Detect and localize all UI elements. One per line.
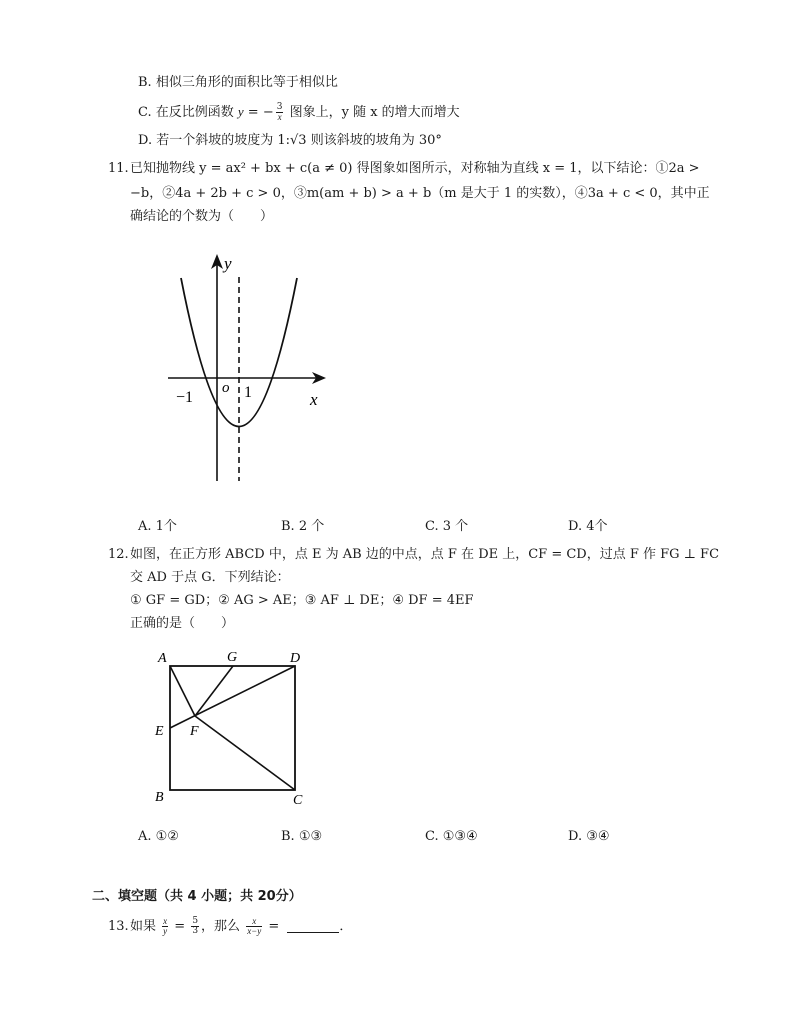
segment-fc xyxy=(195,716,295,790)
q10-option-c-post: 图象上，y 随 x 的增大而增大 xyxy=(285,105,460,120)
q13-equals-2: = xyxy=(264,919,284,934)
parabola-figure xyxy=(160,245,335,490)
q10-option-c-eq: = − xyxy=(243,105,274,120)
q10-option-c xyxy=(138,103,460,122)
q11-line-3: 确结论的个数为（ ） xyxy=(130,209,274,224)
q10-option-c-pre: C. 在反比例函数 xyxy=(138,105,238,120)
q13-fraction-x-over-y xyxy=(162,917,168,936)
q13-text xyxy=(130,916,352,938)
y-axis-label: y xyxy=(224,254,232,273)
q12-line-4: 正确的是（ ） xyxy=(130,616,235,631)
q13-equals-1: = xyxy=(170,919,190,934)
q10-option-b: B. 相似三角形的面积比等于相似比 xyxy=(138,75,338,90)
point-a-label: A xyxy=(158,651,167,666)
q10-option-c-y: y xyxy=(237,104,244,119)
q12-line-2: 交 AD 于点 G．下列结论： xyxy=(130,570,290,585)
point-g-label: G xyxy=(227,650,238,665)
fraction-num: 5 xyxy=(192,916,199,926)
section-heading-fill-in: 二、填空题（共 4 小题；共 20分） xyxy=(92,889,302,904)
fraction-num: x xyxy=(163,916,168,926)
x-axis-label: x xyxy=(310,390,318,409)
q12-number: 12. xyxy=(108,547,129,562)
q13-fraction-5-over-3 xyxy=(191,917,199,936)
q12-option-d: D. ③④ xyxy=(568,829,610,844)
q10-option-d: D. 若一个斜坡的坡度为 1:√3 则该斜坡的坡角为 30° xyxy=(138,133,442,148)
q12-option-b: B. ①③ xyxy=(281,829,323,844)
q13-prefix: 如果 xyxy=(130,919,161,934)
tick-label-minus1: −1 xyxy=(176,389,194,406)
q11-line-2: −b，②4a + 2b + c > 0，③m(am + b) > a + b（m 是大于 1 的实数），④3a + c < 0，其中正 xyxy=(130,186,710,201)
point-f-label: F xyxy=(190,724,199,739)
tick-label-1: 1 xyxy=(244,384,252,401)
fraction-den: 3 xyxy=(192,926,199,936)
q12-option-a: A. ①② xyxy=(138,829,179,844)
origin-label: o xyxy=(222,380,230,396)
q10-fraction-den: x xyxy=(277,112,282,122)
fraction-num: x xyxy=(246,917,262,927)
square-abcd xyxy=(170,666,295,790)
q11-line-1: 已知抛物线 y = ax² + bx + c(a ≠ 0) 得图象如图所示，对称轴为直线 x = 1，以下结论：①2a > xyxy=(130,161,700,176)
q10-fraction-num: 3 xyxy=(276,102,283,112)
q12-option-c: C. ①③④ xyxy=(425,829,478,844)
segment-af xyxy=(170,666,195,716)
q12-line-1: 如图，在正方形 ABCD 中，点 E 为 AB 边的中点，点 F 在 DE 上，CF = CD，过点 F 作 FG ⊥ FC xyxy=(130,547,720,562)
q13-fraction-x-over-x-minus-y xyxy=(246,917,262,936)
square-figure xyxy=(150,646,320,811)
q11-option-c: C. 3 个 xyxy=(425,519,469,534)
q11-option-a: A. 1个 xyxy=(138,519,177,534)
q11-option-b: B. 2 个 xyxy=(281,519,325,534)
q13-end: ． xyxy=(339,919,353,934)
point-d-label: D xyxy=(290,651,301,666)
q13-middle: ，那么 xyxy=(201,919,245,934)
q11-number: 11. xyxy=(108,161,129,176)
q12-line-3: ① GF = GD；② AG > AE；③ AF ⊥ DE；④ DF = 4EF xyxy=(130,593,474,608)
q10-option-c-fraction xyxy=(276,103,284,122)
segment-fg xyxy=(195,666,233,716)
point-c-label: C xyxy=(293,793,303,808)
fraction-den: y xyxy=(163,926,168,936)
fraction-den: x−y xyxy=(247,926,262,936)
q13-answer-blank[interactable] xyxy=(287,920,339,933)
segment-ed xyxy=(170,666,295,728)
point-e-label: E xyxy=(155,724,164,739)
q13-number: 13. xyxy=(108,919,129,934)
point-b-label: B xyxy=(155,790,164,805)
q11-option-d: D. 4个 xyxy=(568,519,608,534)
